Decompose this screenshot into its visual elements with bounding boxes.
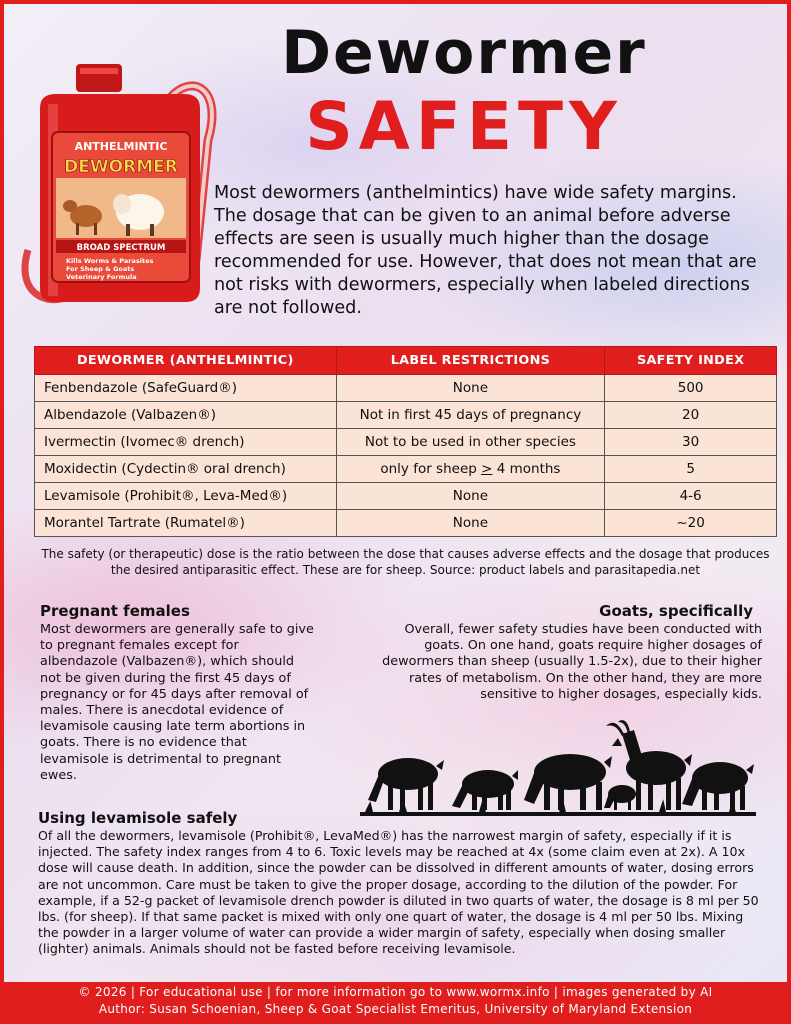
label-restriction: None xyxy=(336,375,605,402)
jug-feature-2: For Sheep & Goats xyxy=(66,265,135,273)
safety-index: 5 xyxy=(605,456,777,483)
label-restriction: None xyxy=(336,483,605,510)
greater-equal-symbol: > xyxy=(481,461,493,477)
jug-feature-1: Kills Worms & Parasites xyxy=(66,257,154,265)
table-row xyxy=(35,429,777,456)
footer-line-2: Author: Susan Schoenian, Sheep & Goat Specialist Emeritus, University of Maryland Extension xyxy=(98,1002,693,1016)
jug-band-text: BROAD SPECTRUM xyxy=(76,243,166,253)
dewormer-jug-illustration xyxy=(18,60,228,310)
title-dewormer: Dewormer xyxy=(281,18,647,88)
table-header-row xyxy=(35,347,777,375)
footer-line-1: © 2026 | For educational use | for more information go to www.wormx.info | images generated by AI xyxy=(78,985,713,999)
pregnant-females-body: Most dewormers are generally safe to give to pregnant females except for albendazole (Valbazen®), which should not be given during the first 45 days of pregnancy or for 45 days after removal of males. There is anecdotal evidence of levamisole causing late term abortions in goats. There is no evidence that levamisole is detrimental to pregnant ewes. xyxy=(40,622,314,783)
safety-index: 30 xyxy=(605,429,777,456)
pregnant-females-heading: Pregnant females xyxy=(40,602,190,620)
restriction-suffix: 4 months xyxy=(492,461,561,477)
footer xyxy=(4,982,787,1020)
drug-name: Albendazole (Valbazen®) xyxy=(35,402,337,429)
levamisole-heading: Using levamisole safely xyxy=(38,809,238,827)
table-row xyxy=(35,510,777,537)
jug-name-text: DEWORMER xyxy=(64,157,178,177)
table-row xyxy=(35,483,777,510)
table-row xyxy=(35,375,777,402)
levamisole-body: Of all the dewormers, levamisole (Prohibit®, LevaMed®) has the narrowest margin of safety, especially if it is injected. The safety index ranges from 4 to 6. Toxic levels may be reached at 4x (some claim even at 2x). A 10x dose will cause death. In addition, since the powder can be dissolved in different amounts of water, dosing errors are not uncommon. Care must be taken to give the proper dosage, according to the dilution of the powder. For example, if a 52-g packet of levamisole drench powder is diluted in two quarts of water, the dosage is 8 ml per 50 lbs. (for sheep). If that same packet is mixed with only one quart of water, the dosage is 4 ml per 50 lbs. Mixing the powder in a larger volume of water can provide a wider margin of safety, especially when dosing smaller (lighter) animals. Animals should not be fasted before receiving levamisole. xyxy=(38,828,759,957)
safety-index: ~20 xyxy=(605,510,777,537)
table-note: The safety (or therapeutic) dose is the ratio between the dose that causes adverse effects and the dosage that produces the desired antiparasitic effect. These are for sheep. Source: product labels and parasitapedia.net xyxy=(41,547,770,577)
goats-body: Overall, fewer safety studies have been conducted with goats. On one hand, goats require higher dosages of dewormers than sheep (usually 1.5-2x), due to their higher rates of metabolism. On the other hand, they are more sensitive to higher dosages, especially kids. xyxy=(382,622,762,702)
label-restriction xyxy=(336,456,605,483)
title-safety: SAFETY xyxy=(305,88,623,165)
intro-paragraph: Most dewormers (anthelmintics) have wide safety margins. The dosage that can be given to an animal before adverse effects are seen is usually much higher than the dosage recommended for use. However, that does not mean that are not risks with dewormers, especially when labeled directions are not followed. xyxy=(214,183,757,318)
safety-index: 4-6 xyxy=(605,483,777,510)
drug-name: Moxidectin (Cydectin® oral drench) xyxy=(35,456,337,483)
jug-category-text: ANTHELMINTIC xyxy=(74,140,168,153)
dewormer-table xyxy=(34,346,777,537)
header-safety-index: SAFETY INDEX xyxy=(605,347,777,375)
jug-feature-3: Veterinary Formula xyxy=(66,273,137,281)
table-row xyxy=(35,402,777,429)
drug-name: Morantel Tartrate (Rumatel®) xyxy=(35,510,337,537)
label-restriction: Not to be used in other species xyxy=(336,429,605,456)
table-row xyxy=(35,456,777,483)
restriction-prefix: only for sheep xyxy=(380,461,482,477)
drug-name: Levamisole (Prohibit®, Leva-Med®) xyxy=(35,483,337,510)
safety-index: 500 xyxy=(605,375,777,402)
label-restriction: None xyxy=(336,510,605,537)
label-restriction: Not in first 45 days of pregnancy xyxy=(336,402,605,429)
header-restrictions: LABEL RESTRICTIONS xyxy=(336,347,605,375)
header-dewormer: DEWORMER (ANTHELMINTIC) xyxy=(35,347,337,375)
goats-heading: Goats, specifically xyxy=(599,602,753,620)
safety-index: 20 xyxy=(605,402,777,429)
grazing-goats-silhouette xyxy=(360,716,756,820)
drug-name: Ivermectin (Ivomec® drench) xyxy=(35,429,337,456)
drug-name: Fenbendazole (SafeGuard®) xyxy=(35,375,337,402)
